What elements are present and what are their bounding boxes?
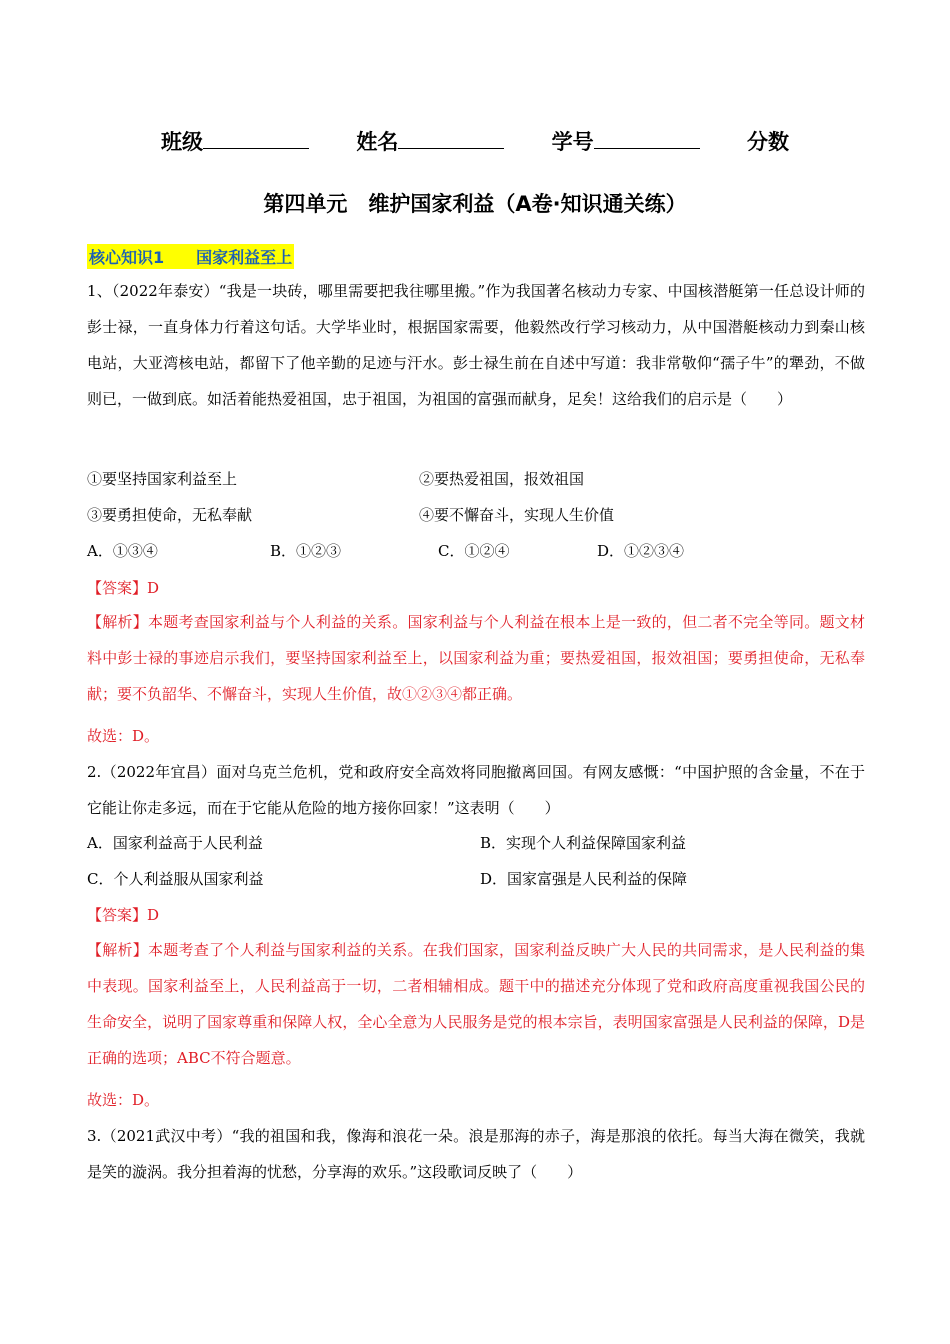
page-title: 第四单元 维护国家利益（A卷·知识通关练） [263,192,687,216]
q1-option-c[interactable]: C．①②④ [438,542,510,560]
class-field[interactable]: 班级 [161,126,309,156]
q2-option-c[interactable]: C．个人利益服从国家利益 [87,870,264,888]
q1-item-4: ④要不懈奋斗，实现人生价值 [419,506,615,524]
q1-item-3: ③要勇担使命，无私奉献 [87,506,253,524]
q1-item-2: ②要热爱祖国，报效祖国 [419,470,585,488]
q2-conclusion: 故选：D。 [87,1091,160,1109]
q2-analysis: 【解析】本题考查了个人利益与国家利益的关系。在我们国家，国家利益反映广大人民的共同需求，是人民利益的集中表现。国家利益至上，人民利益高于一切，二者相辅相成。题干中的描述充分体现了党和政府高度重视我国公民的生命安全，说明了国家尊重和保障人权，全心全意为人民服务是党的根本宗旨，表明国家富强是人民利益的保障，D是正确的选项；ABC不符合题意。 [87,941,865,1067]
q1-option-d[interactable]: D．①②③④ [597,542,685,560]
q2-answer: 【答案】D [87,906,160,924]
q1-answer: 【答案】D [87,579,160,597]
q1-analysis: 【解析】本题考查国家利益与个人利益的关系。国家利益与个人利益在根本上是一致的，但二者不完全等同。题文材料中彭士禄的事迹启示我们，要坚持国家利益至上，以国家利益为重；要热爱祖国，报效祖国；要勇担使命，无私奉献；要不负韶华、不懈奋斗，实现人生价值，故①②③④都正确。 [87,613,865,703]
question-2-stem: 2.（2022年宜昌）面对乌克兰危机，党和政府安全高效将同胞撤离回国。有网友感慨：“中国护照的含金量，不在于它能让你走多远，而在于它能从危险的地方接你回家！”这表明（ ） [87,763,865,817]
section-heading: 核心知识1 国家利益至上 [87,244,294,269]
student-info-row [0,126,950,156]
q1-option-b[interactable]: B．①②③ [270,542,342,560]
q2-option-b[interactable]: B．实现个人利益保障国家利益 [480,834,687,852]
name-field[interactable]: 姓名 [356,126,504,156]
q2-option-a[interactable]: A．国家利益高于人民利益 [87,834,263,852]
q1-item-1: ①要坚持国家利益至上 [87,470,238,488]
question-3-stem: 3.（2021武汉中考）“我的祖国和我，像海和浪花一朵。浪是那海的赤子，海是那浪的依托。每当大海在微笑，我就是笑的漩涡。我分担着海的忧愁，分享海的欢乐。”这段歌词反映了（ ） [87,1127,865,1181]
q1-conclusion: 故选：D。 [87,727,160,745]
q1-option-a[interactable]: A．①③④ [87,542,158,560]
student-id-field[interactable]: 学号 [552,126,700,156]
q2-option-d[interactable]: D．国家富强是人民利益的保障 [480,870,688,888]
score-field: 分数 [746,130,789,154]
question-1-stem: 1、（2022年泰安）“我是一块砖，哪里需要把我往哪里搬。”作为我国著名核动力专家、中国核潜艇第一任总设计师的彭士禄，一直身体力行着这句话。大学毕业时，根据国家需要，他毅然改行学习核动力，从中国潜艇核动力到秦山核电站，大亚湾核电站，都留下了他辛勤的足迹与汗水。彭士禄生前在自述中写道：我非常敬仰“孺子牛”的犟劲，不做则已，一做到底。如活着能热爱祖国，忠于祖国，为祖国的富强而献身，足矣！这给我们的启示是（ ） [87,282,865,408]
